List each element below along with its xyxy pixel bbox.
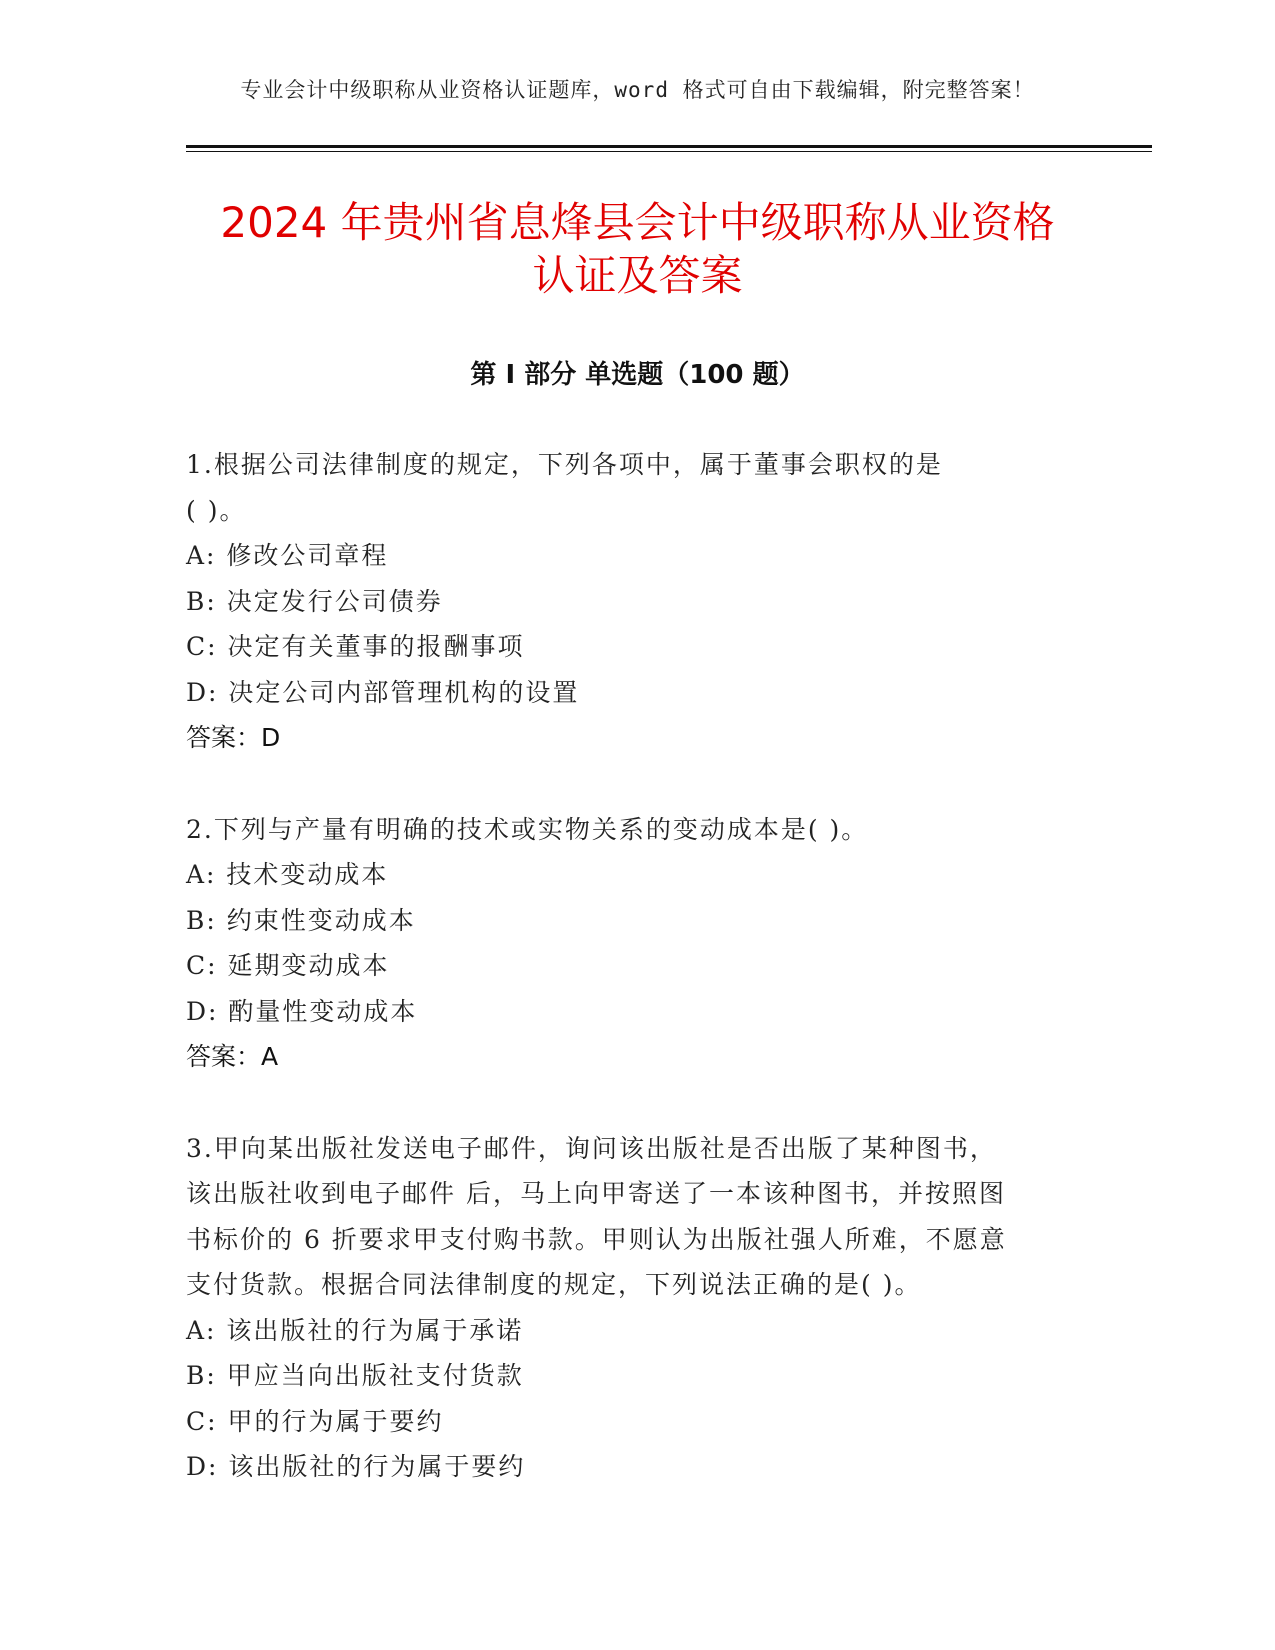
answer: 答案：D: [186, 723, 281, 752]
option-c: C: 延期变动成本: [186, 951, 390, 980]
option-d: D: 决定公司内部管理机构的设置: [186, 677, 580, 707]
question-stem-line: ( )。: [186, 495, 247, 525]
option-b: B: 甲应当向出版社支付货款: [186, 1361, 524, 1390]
option-d: D: 该出版社的行为属于要约: [186, 1452, 526, 1481]
question-stem-line: 支付货款。根据合同法律制度的规定，下列说法正确的是( )。: [186, 1270, 922, 1299]
question-stem-line: 1.根据公司法律制度的规定，下列各项中，属于董事会职权的是: [186, 450, 943, 479]
question-1: [186, 442, 1086, 761]
question-stem-line: 3.甲向某出版社发送电子邮件，询问该出版社是否出版了某种图书，: [186, 1133, 997, 1163]
option-a: A: 修改公司章程: [186, 541, 389, 570]
question-stem-line: 该出版社收到电子邮件 后，马上向甲寄送了一本该种图书，并按照图: [186, 1179, 1006, 1208]
option-c: C: 决定有关董事的报酬事项: [186, 632, 525, 661]
option-a: A: 该出版社的行为属于承诺: [186, 1315, 524, 1345]
question-list: [186, 442, 1086, 1536]
option-a: A: 技术变动成本: [186, 860, 389, 889]
option-b: B: 约束性变动成本: [186, 905, 416, 935]
option-b: B: 决定发行公司债券: [186, 586, 443, 616]
question-3: [186, 1126, 1086, 1490]
header-note: 专业会计中级职称从业资格认证题库，word 格式可自由下载编辑，附完整答案！: [240, 78, 1035, 102]
title-line-2: 认证及答案: [532, 251, 743, 300]
question-2: [186, 807, 1086, 1080]
question-stem-line: 书标价的 6 折要求甲支付购书款。甲则认为出版社强人所难，不愿意: [186, 1224, 1007, 1254]
option-d: D: 酌量性变动成本: [186, 996, 418, 1026]
section-title: 第 I 部分 单选题（100 题）: [470, 360, 805, 390]
header-rule-thin: [186, 151, 1152, 152]
answer: 答案：A: [186, 1042, 279, 1071]
document-title: [150, 196, 1125, 302]
title-line-1: 2024 年贵州省息烽县会计中级职称从业资格: [220, 198, 1055, 247]
question-stem-line: 2.下列与产量有明确的技术或实物关系的变动成本是( )。: [186, 814, 869, 844]
option-c: C: 甲的行为属于要约: [186, 1406, 444, 1436]
header-rule-thick: [186, 145, 1152, 148]
